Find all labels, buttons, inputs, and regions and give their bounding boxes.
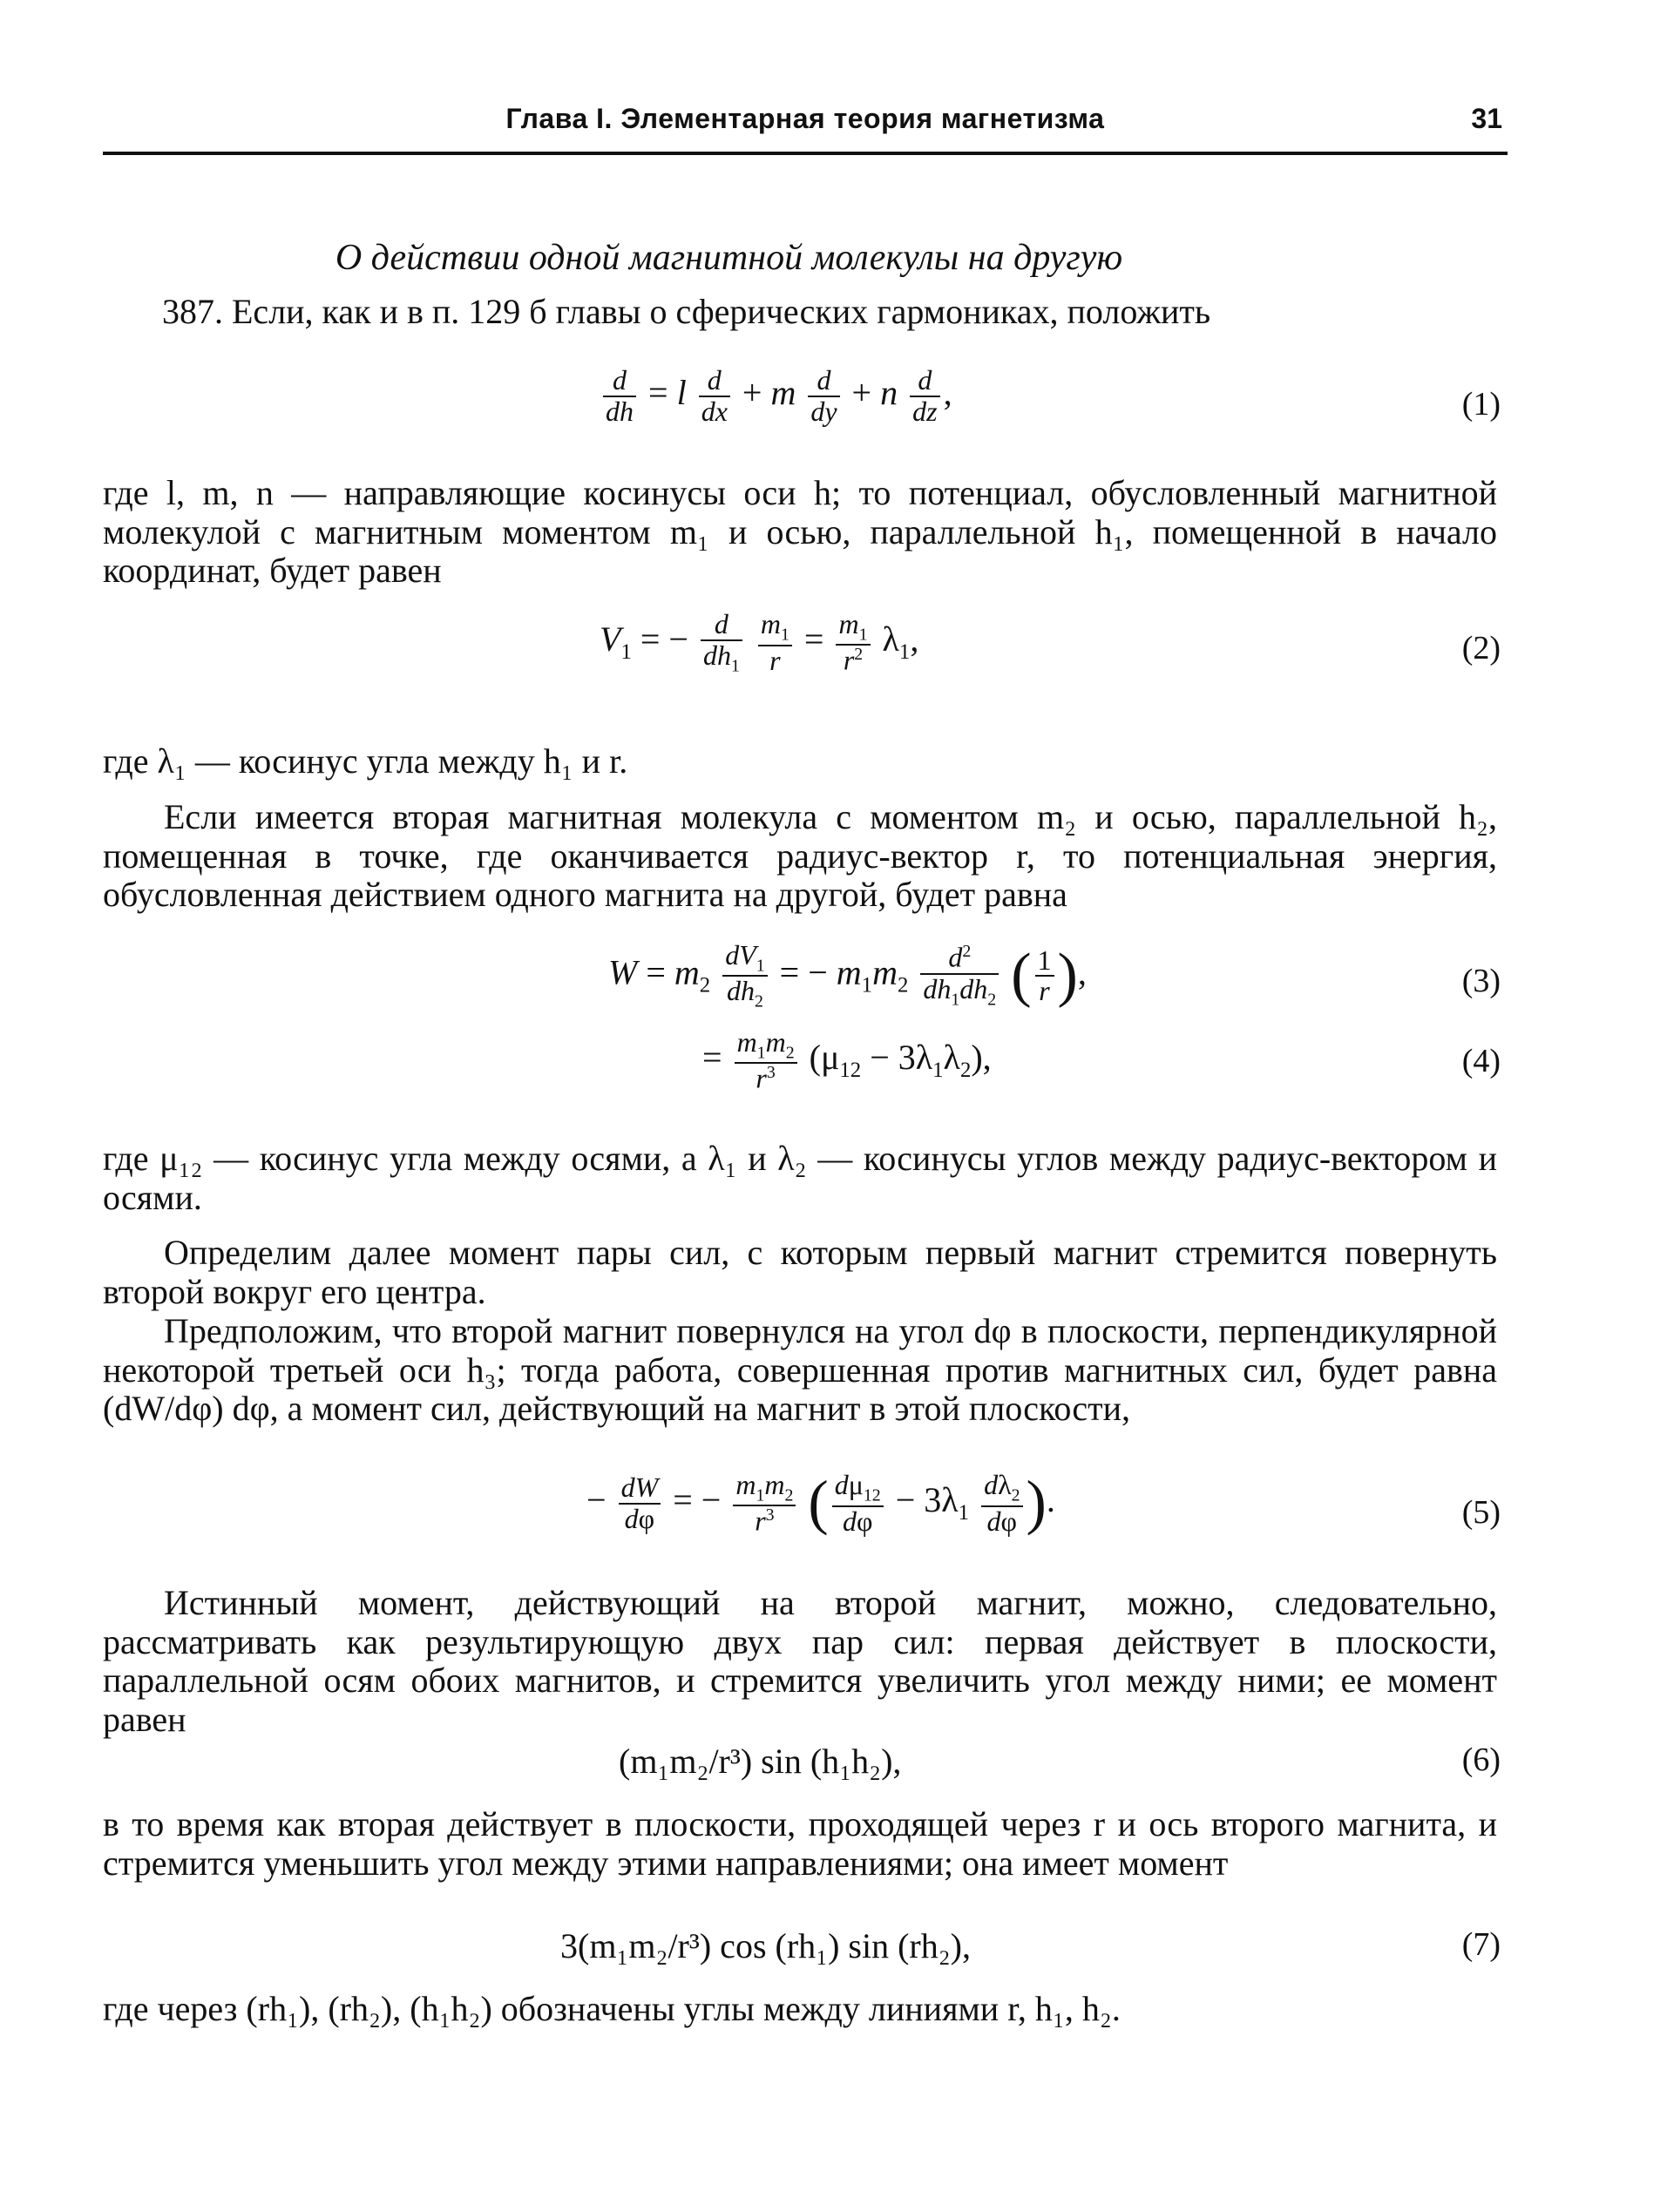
equation-number-5: (5) xyxy=(1461,1494,1501,1531)
equation-number-3: (3) xyxy=(1461,963,1501,999)
equation-number-7: (7) xyxy=(1461,1926,1501,1963)
equation-number-4: (4) xyxy=(1461,1043,1501,1079)
paragraph-rotation: Предположим, что второй магнит повернулся на угол dφ в плоскости, перпендикулярной некоторой третьей оси h₃; тогда работа, совершенная против магнитных сил, будет равна (dW/dφ) dφ, а момент сил, действующий на магнит в этой плоскости, xyxy=(103,1311,1497,1428)
equation-4-body: = $\frac{m_1m_2}{r^3}$ $(\mu_{12} - 3\lambda_1\lambda_2)$, xyxy=(702,1026,992,1094)
paragraph-true-moment: Истинный момент, действующий на второй магнит, можно, следовательно, рассматривать как результирующую двух пар сил: первая действует в плоскости, параллельной осям обоих магнитов, и стремится увеличить угол между ними; ее момент равен xyxy=(103,1583,1497,1739)
paragraph-angles: где через (rh₁), (rh₂), (h₁h₂) обозначены углы между линиями r, h₁, h₂. xyxy=(103,1989,1121,2028)
equation-number-1: (1) xyxy=(1461,386,1501,423)
equation-5-body: − $\frac{dW}{d\varphi}$ = − $\frac{m_1m_2}{r^3}$ ( $\frac{d\mu_{12}}{d\varphi}$ − $3\lambda_1$ $\frac{d\lambda_2}{d\varphi}$ ). xyxy=(586,1469,1055,1537)
equation-2-body: $V_1$ = − $\frac{d}{dh_1}$ $\frac{m_1}{r}$ = $\frac{m_1}{r^2}$ $\lambda_1$, xyxy=(600,608,919,676)
equation-7 xyxy=(103,1925,1501,1969)
paragraph-direction-cosines: где l, m, n — направляющие косинусы оси h; то потенциал, обусловленный магнитной молекулой с магнитным моментом m₁ и осью, параллельной h₁, помещенной в начало координат, будет равен xyxy=(103,473,1497,590)
running-header xyxy=(103,103,1508,155)
equation-1-body: $\frac{d}{dh}$ = l $\frac{d}{dx}$ + m $\frac{d}{dy}$ + n $\frac{d}{dz}$ , xyxy=(600,366,952,426)
equation-6-body: (m₁m₂/r³) sin (h₁h₂), xyxy=(619,1742,902,1781)
equation-7-body: 3(m₁m₂/r³) cos (rh₁) sin (rh₂), xyxy=(560,1926,971,1965)
paragraph-lambda1: где λ₁ — косинус угла между h₁ и r. xyxy=(103,741,628,781)
paragraph-couple-moment: Определим далее момент пары сил, с которым первый магнит стремится повернуть второй вокруг его центра. xyxy=(103,1233,1497,1311)
equation-5 xyxy=(103,1469,1501,1540)
equation-3 xyxy=(103,939,1501,1011)
paragraph-mu12: где μ₁₂ — косинус угла между осями, а λ₁ и λ₂ — косинусы углов между радиус-вектором и осями. xyxy=(103,1139,1497,1217)
equation-6 xyxy=(103,1741,1501,1784)
equation-1 xyxy=(103,364,1501,436)
equation-number-6: (6) xyxy=(1461,1742,1501,1778)
equation-2 xyxy=(103,608,1501,680)
paragraph-second-molecule: Если имеется вторая магнитная молекула с моментом m₂ и осью, параллельной h₂, помещенная в точке, где оканчивается радиус-вектор r, то потенциальная энергия, обусловленная действием одного магнита на другой, будет равна xyxy=(103,797,1497,914)
equation-number-2: (2) xyxy=(1461,630,1501,666)
equation-3-body: $W = m_2$ $\frac{dV_1}{dh_2}$ = − $m_1m_2$ $\frac{d^2}{dh_1dh_2}$ ( $\frac{1}{r}$ ), xyxy=(608,939,1087,1011)
section-title: О действии одной магнитной молекулы на другую xyxy=(335,238,1123,278)
equation-4 xyxy=(103,1026,1501,1098)
paragraph-second-couple: в то время как вторая действует в плоскости, проходящей через r и ось второго магнита, и стремится уменьшить угол между этими направлениями; она имеет момент xyxy=(103,1804,1497,1883)
paragraph-387-intro: 387. Если, как и в п. 129 б главы о сферических гармониках, положить xyxy=(162,292,1211,331)
running-title: Глава I. Элементарная теория магнетизма xyxy=(505,103,1105,134)
page-number: 31 xyxy=(1471,103,1502,134)
